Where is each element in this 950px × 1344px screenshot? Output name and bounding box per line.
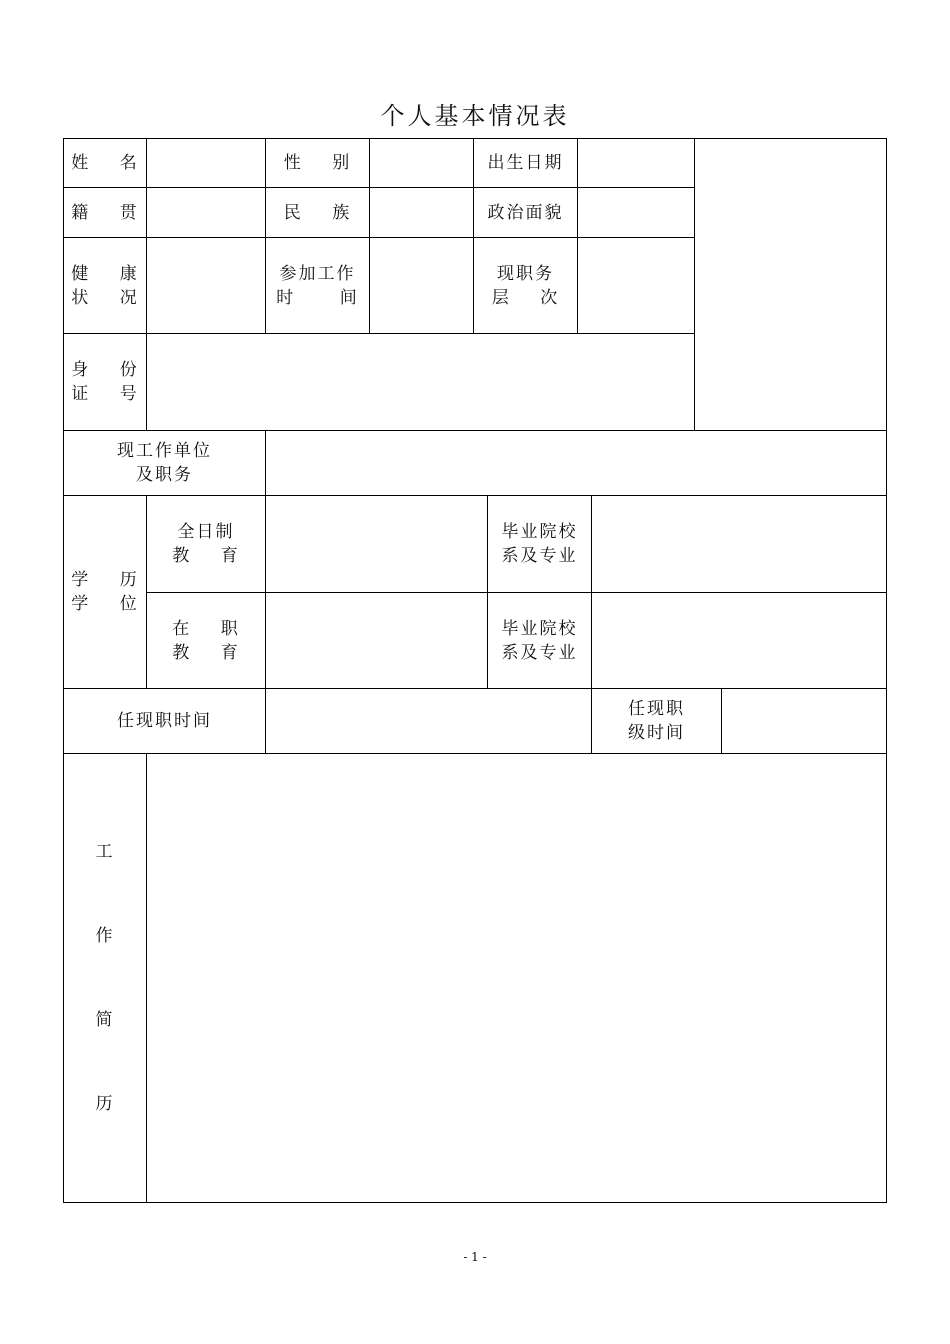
gender-label: 性 别 <box>283 153 352 173</box>
fulltime-education-label: 全日制 教 育 <box>172 522 240 566</box>
resume-label: 工 作 简 历 <box>95 842 115 1114</box>
rank-time-label: 任现职 级时间 <box>628 699 685 743</box>
photo-cell[interactable] <box>694 138 887 431</box>
school-major-label-2: 毕业院校 系及专业 <box>501 618 578 663</box>
position-level-value-cell[interactable] <box>577 237 695 334</box>
work-start-label: 参加工作 时 间 <box>276 263 359 308</box>
ethnicity-label: 民 族 <box>283 202 352 223</box>
school-value-cell-1[interactable] <box>591 495 887 593</box>
position-time-value-cell[interactable] <box>265 688 592 754</box>
political-value-cell[interactable] <box>577 187 695 238</box>
ethnicity-value-cell[interactable] <box>369 187 474 238</box>
birth-date-label: 出生日期 <box>487 153 564 173</box>
form-title: 个人基本情况表 <box>380 102 570 130</box>
work-start-value-cell[interactable] <box>369 237 474 334</box>
native-place-label: 籍 贯 <box>71 202 139 223</box>
id-value-cell[interactable] <box>146 333 695 431</box>
position-time-label: 任现职时间 <box>117 711 212 731</box>
position-level-label: 现职务 层 次 <box>491 263 560 308</box>
workplace-label: 现工作单位 及职务 <box>117 441 212 485</box>
birth-value-cell[interactable] <box>577 138 695 188</box>
page-number: - 1 - <box>463 1250 487 1264</box>
name-value-cell[interactable] <box>146 138 266 188</box>
health-value-cell[interactable] <box>146 237 266 334</box>
inservice-education-label: 在 职 教 育 <box>172 618 240 663</box>
school-value-cell-2[interactable] <box>591 592 887 689</box>
health-label: 健 康 状 况 <box>71 263 139 308</box>
fulltime-value-cell[interactable] <box>265 495 488 593</box>
political-status-label: 政治面貌 <box>487 202 564 223</box>
id-number-label: 身 份 证 号 <box>71 360 139 404</box>
resume-value-cell[interactable] <box>146 753 887 1203</box>
rank-time-value-cell[interactable] <box>721 688 887 754</box>
native-place-value-cell[interactable] <box>146 187 266 238</box>
name-label: 姓 名 <box>71 153 139 173</box>
education-label: 学 历 学 位 <box>71 570 139 614</box>
workplace-value-cell[interactable] <box>265 430 887 496</box>
gender-value-cell[interactable] <box>369 138 474 188</box>
inservice-value-cell[interactable] <box>265 592 488 689</box>
school-major-label-1: 毕业院校 系及专业 <box>501 522 578 566</box>
